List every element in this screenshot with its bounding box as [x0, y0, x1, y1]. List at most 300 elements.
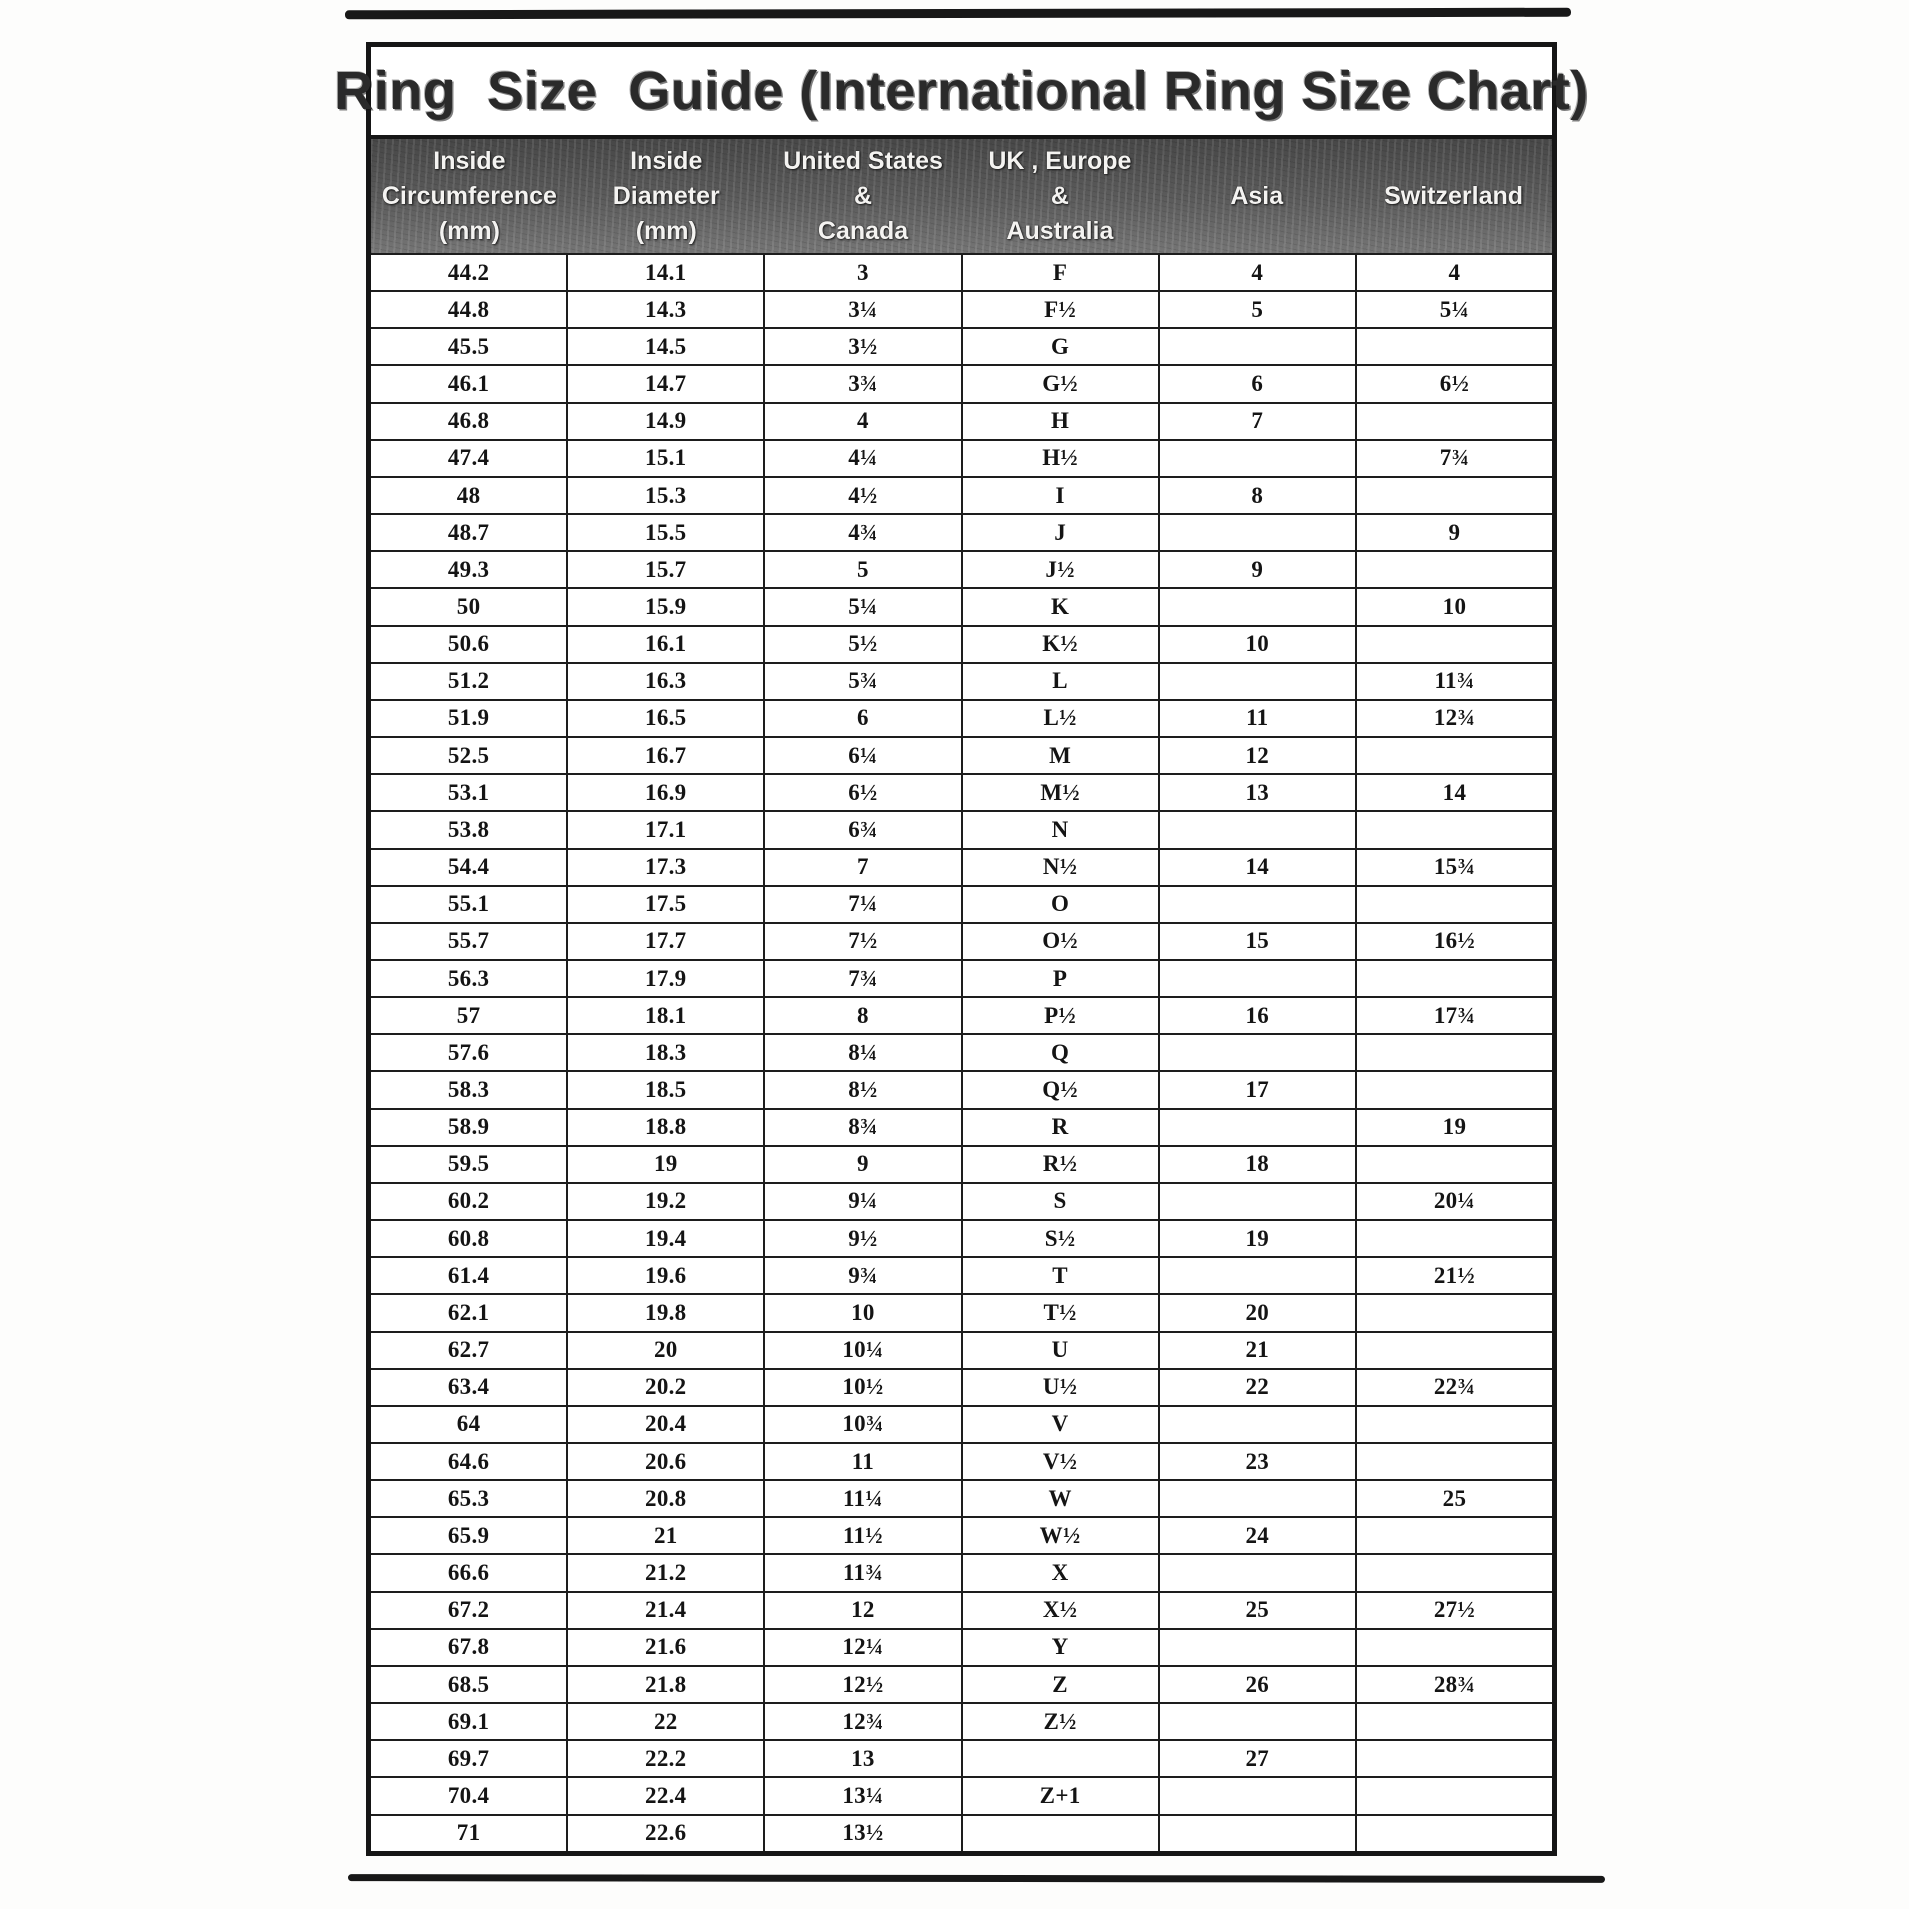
- cell-inside-circumference: 58.9: [371, 1108, 566, 1145]
- cell-us-canada: 6¾: [763, 810, 960, 847]
- cell-uk-europe-australia: H½: [961, 439, 1158, 476]
- cell-us-canada: 7¾: [763, 959, 960, 996]
- cell-us-canada: 10½: [763, 1368, 960, 1405]
- cell-asia: [1158, 1033, 1355, 1070]
- table-row: [371, 1108, 1552, 1145]
- cell-switzerland: [1355, 1739, 1552, 1776]
- cell-asia: [1158, 587, 1355, 624]
- cell-asia: 13: [1158, 773, 1355, 810]
- cell-asia: 26: [1158, 1665, 1355, 1702]
- cell-switzerland: [1355, 1145, 1552, 1182]
- column-header-line: Diameter: [612, 181, 720, 210]
- cell-inside-circumference: 64: [371, 1405, 566, 1442]
- cell-inside-diameter: 22.2: [566, 1739, 763, 1776]
- cell-us-canada: 4: [763, 402, 960, 439]
- cell-inside-circumference: 46.1: [371, 364, 566, 401]
- cell-inside-diameter: 15.5: [566, 513, 763, 550]
- table-row: [371, 550, 1552, 587]
- cell-inside-diameter: 14.1: [566, 253, 763, 290]
- cell-switzerland: [1355, 1219, 1552, 1256]
- cell-inside-diameter: 22.4: [566, 1776, 763, 1813]
- cell-uk-europe-australia: F½: [961, 290, 1158, 327]
- cell-inside-diameter: 14.9: [566, 402, 763, 439]
- cell-inside-circumference: 62.7: [371, 1331, 566, 1368]
- table-row: [371, 1628, 1552, 1665]
- cell-switzerland: [1355, 959, 1552, 996]
- cell-uk-europe-australia: U½: [961, 1368, 1158, 1405]
- cell-us-canada: 3: [763, 253, 960, 290]
- cell-inside-circumference: 58.3: [371, 1070, 566, 1107]
- cell-asia: 23: [1158, 1442, 1355, 1479]
- cell-us-canada: 8: [763, 996, 960, 1033]
- cell-uk-europe-australia: W: [961, 1479, 1158, 1516]
- cell-inside-diameter: 18.3: [566, 1033, 763, 1070]
- cell-switzerland: [1355, 1405, 1552, 1442]
- table-row: [371, 1702, 1552, 1739]
- cell-uk-europe-australia: J: [961, 513, 1158, 550]
- column-header-inside-circumference: [371, 139, 568, 253]
- cell-asia: 10: [1158, 625, 1355, 662]
- cell-inside-circumference: 57.6: [371, 1033, 566, 1070]
- cell-uk-europe-australia: O: [961, 885, 1158, 922]
- cell-asia: 24: [1158, 1516, 1355, 1553]
- cell-switzerland: [1355, 327, 1552, 364]
- table-row: [371, 1665, 1552, 1702]
- cell-inside-circumference: 61.4: [371, 1256, 566, 1293]
- cell-us-canada: 4½: [763, 476, 960, 513]
- column-header-switzerland: [1355, 139, 1552, 253]
- cell-switzerland: 15¾: [1355, 848, 1552, 885]
- ring-size-chart-sheet: [334, 42, 1589, 1856]
- cell-inside-circumference: 60.8: [371, 1219, 566, 1256]
- cell-inside-diameter: 15.3: [566, 476, 763, 513]
- cell-inside-circumference: 48.7: [371, 513, 566, 550]
- cell-inside-circumference: 59.5: [371, 1145, 566, 1182]
- cell-inside-circumference: 65.9: [371, 1516, 566, 1553]
- cell-uk-europe-australia: J½: [961, 550, 1158, 587]
- cell-switzerland: [1355, 476, 1552, 513]
- cell-inside-diameter: 15.9: [566, 587, 763, 624]
- cell-switzerland: [1355, 1776, 1552, 1813]
- title-bar: [334, 47, 1589, 139]
- cell-inside-diameter: 21: [566, 1516, 763, 1553]
- cell-switzerland: [1355, 1070, 1552, 1107]
- cell-uk-europe-australia: U: [961, 1331, 1158, 1368]
- cell-asia: [1158, 1628, 1355, 1665]
- cell-asia: [1158, 1702, 1355, 1739]
- cell-uk-europe-australia: Y: [961, 1628, 1158, 1665]
- cell-us-canada: 10¼: [763, 1331, 960, 1368]
- cell-inside-circumference: 50.6: [371, 625, 566, 662]
- column-header-line: United States: [783, 146, 943, 175]
- cell-asia: [1158, 1776, 1355, 1813]
- cell-inside-circumference: 51.2: [371, 662, 566, 699]
- cell-inside-circumference: 47.4: [371, 439, 566, 476]
- cell-switzerland: [1355, 736, 1552, 773]
- page-title: Ring Size Guide (International Ring Size Chart): [334, 61, 1589, 121]
- cell-inside-circumference: 67.8: [371, 1628, 566, 1665]
- table-row: [371, 1368, 1552, 1405]
- cell-uk-europe-australia: H: [961, 402, 1158, 439]
- cell-asia: 5: [1158, 290, 1355, 327]
- cell-uk-europe-australia: [961, 1739, 1158, 1776]
- table-row: [371, 1516, 1552, 1553]
- cell-switzerland: [1355, 402, 1552, 439]
- cell-inside-circumference: 44.8: [371, 290, 566, 327]
- cell-switzerland: 16½: [1355, 922, 1552, 959]
- column-header-line: Inside: [433, 146, 506, 175]
- cell-inside-circumference: 54.4: [371, 848, 566, 885]
- cell-switzerland: 19: [1355, 1108, 1552, 1145]
- column-header-us-canada: [765, 139, 962, 253]
- cell-uk-europe-australia: L: [961, 662, 1158, 699]
- cell-us-canada: 9½: [763, 1219, 960, 1256]
- cell-switzerland: 7¾: [1355, 439, 1552, 476]
- cell-inside-circumference: 48: [371, 476, 566, 513]
- cell-asia: 22: [1158, 1368, 1355, 1405]
- table-row: [371, 1739, 1552, 1776]
- table-row: [371, 1442, 1552, 1479]
- cell-uk-europe-australia: F: [961, 253, 1158, 290]
- cell-inside-diameter: 15.1: [566, 439, 763, 476]
- cell-us-canada: 11¼: [763, 1479, 960, 1516]
- cell-uk-europe-australia: S: [961, 1182, 1158, 1219]
- column-header-line: Inside: [630, 146, 703, 175]
- cell-inside-circumference: 53.8: [371, 810, 566, 847]
- cell-inside-diameter: 20.6: [566, 1442, 763, 1479]
- column-header-asia: [1158, 139, 1355, 253]
- top-border-line: [345, 8, 1571, 20]
- table-row: [371, 625, 1552, 662]
- cell-us-canada: 13: [763, 1739, 960, 1776]
- cell-asia: 9: [1158, 550, 1355, 587]
- cell-uk-europe-australia: Z: [961, 1665, 1158, 1702]
- cell-inside-circumference: 55.7: [371, 922, 566, 959]
- cell-inside-diameter: 16.1: [566, 625, 763, 662]
- column-header-line: Switzerland: [1384, 181, 1524, 210]
- table-row: [371, 1293, 1552, 1330]
- cell-inside-diameter: 16.7: [566, 736, 763, 773]
- cell-asia: [1158, 513, 1355, 550]
- table-row: [371, 1145, 1552, 1182]
- table-row: [371, 1814, 1552, 1851]
- cell-us-canada: 6½: [763, 773, 960, 810]
- cell-switzerland: 25: [1355, 1479, 1552, 1516]
- cell-switzerland: [1355, 1442, 1552, 1479]
- table-row: [371, 1479, 1552, 1516]
- cell-uk-europe-australia: X½: [961, 1591, 1158, 1628]
- cell-us-canada: 5½: [763, 625, 960, 662]
- cell-inside-diameter: 14.3: [566, 290, 763, 327]
- cell-switzerland: 27½: [1355, 1591, 1552, 1628]
- cell-switzerland: 14: [1355, 773, 1552, 810]
- cell-us-canada: 4¾: [763, 513, 960, 550]
- cell-uk-europe-australia: P½: [961, 996, 1158, 1033]
- cell-asia: 16: [1158, 996, 1355, 1033]
- cell-us-canada: 6¼: [763, 736, 960, 773]
- cell-uk-europe-australia: K½: [961, 625, 1158, 662]
- cell-uk-europe-australia: M½: [961, 773, 1158, 810]
- cell-inside-circumference: 46.8: [371, 402, 566, 439]
- cell-inside-circumference: 71: [371, 1814, 566, 1851]
- cell-us-canada: 5: [763, 550, 960, 587]
- cell-switzerland: [1355, 550, 1552, 587]
- cell-inside-diameter: 18.8: [566, 1108, 763, 1145]
- column-header-line: Asia: [1230, 181, 1284, 210]
- cell-switzerland: [1355, 1516, 1552, 1553]
- cell-inside-diameter: 19: [566, 1145, 763, 1182]
- cell-switzerland: 21½: [1355, 1256, 1552, 1293]
- cell-inside-circumference: 65.3: [371, 1479, 566, 1516]
- table-row: [371, 662, 1552, 699]
- cell-us-canada: 11¾: [763, 1553, 960, 1590]
- table-row: [371, 513, 1552, 550]
- cell-switzerland: [1355, 1293, 1552, 1330]
- table-row: [371, 1331, 1552, 1368]
- cell-inside-diameter: 18.1: [566, 996, 763, 1033]
- cell-us-canada: 9¾: [763, 1256, 960, 1293]
- cell-us-canada: 4¼: [763, 439, 960, 476]
- cell-us-canada: 10¾: [763, 1405, 960, 1442]
- cell-uk-europe-australia: L½: [961, 699, 1158, 736]
- column-header-line: Circumference: [381, 181, 557, 210]
- table-row: [371, 1591, 1552, 1628]
- cell-asia: [1158, 810, 1355, 847]
- cell-inside-circumference: 62.1: [371, 1293, 566, 1330]
- table-row: [371, 736, 1552, 773]
- cell-inside-circumference: 51.9: [371, 699, 566, 736]
- column-header-line: UK , Europe: [988, 146, 1132, 175]
- cell-asia: 14: [1158, 848, 1355, 885]
- cell-switzerland: [1355, 1331, 1552, 1368]
- table-header-row: [371, 139, 1552, 253]
- cell-asia: 25: [1158, 1591, 1355, 1628]
- cell-inside-diameter: 14.5: [566, 327, 763, 364]
- cell-uk-europe-australia: P: [961, 959, 1158, 996]
- cell-uk-europe-australia: V: [961, 1405, 1158, 1442]
- cell-inside-circumference: 70.4: [371, 1776, 566, 1813]
- cell-inside-circumference: 68.5: [371, 1665, 566, 1702]
- cell-switzerland: [1355, 885, 1552, 922]
- cell-inside-circumference: 60.2: [371, 1182, 566, 1219]
- cell-inside-diameter: 16.5: [566, 699, 763, 736]
- cell-us-canada: 12: [763, 1591, 960, 1628]
- table-row: [371, 1219, 1552, 1256]
- table-row: [371, 253, 1552, 290]
- table-row: [371, 327, 1552, 364]
- cell-inside-diameter: 17.9: [566, 959, 763, 996]
- cell-switzerland: 22¾: [1355, 1368, 1552, 1405]
- cell-asia: [1158, 327, 1355, 364]
- cell-uk-europe-australia: Z+1: [961, 1776, 1158, 1813]
- cell-inside-circumference: 50: [371, 587, 566, 624]
- table-row: [371, 773, 1552, 810]
- cell-us-canada: 3¼: [763, 290, 960, 327]
- table-row: [371, 922, 1552, 959]
- cell-uk-europe-australia: T: [961, 1256, 1158, 1293]
- cell-us-canada: 11½: [763, 1516, 960, 1553]
- table-row: [371, 587, 1552, 624]
- column-header-line: Australia: [1006, 216, 1114, 245]
- cell-switzerland: [1355, 1553, 1552, 1590]
- bottom-border-line: [348, 1874, 1605, 1883]
- table-row: [371, 996, 1552, 1033]
- cell-inside-diameter: 20: [566, 1331, 763, 1368]
- cell-inside-diameter: 20.4: [566, 1405, 763, 1442]
- table-row: [371, 1070, 1552, 1107]
- cell-switzerland: 11¾: [1355, 662, 1552, 699]
- cell-inside-circumference: 69.1: [371, 1702, 566, 1739]
- cell-asia: 4: [1158, 253, 1355, 290]
- cell-inside-diameter: 20.8: [566, 1479, 763, 1516]
- cell-inside-diameter: 19.2: [566, 1182, 763, 1219]
- cell-asia: 7: [1158, 402, 1355, 439]
- table-row: [371, 1776, 1552, 1813]
- cell-us-canada: 5¾: [763, 662, 960, 699]
- cell-uk-europe-australia: K: [961, 587, 1158, 624]
- cell-inside-circumference: 49.3: [371, 550, 566, 587]
- cell-asia: [1158, 1256, 1355, 1293]
- cell-inside-diameter: 17.7: [566, 922, 763, 959]
- table-row: [371, 1256, 1552, 1293]
- cell-switzerland: [1355, 1814, 1552, 1851]
- cell-asia: 6: [1158, 364, 1355, 401]
- cell-switzerland: [1355, 810, 1552, 847]
- cell-us-canada: 7½: [763, 922, 960, 959]
- cell-inside-circumference: 53.1: [371, 773, 566, 810]
- table-row: [371, 959, 1552, 996]
- cell-inside-diameter: 17.3: [566, 848, 763, 885]
- column-header-inside-diameter: [568, 139, 765, 253]
- cell-us-canada: 7: [763, 848, 960, 885]
- cell-inside-circumference: 66.6: [371, 1553, 566, 1590]
- table-row: [371, 1033, 1552, 1070]
- cell-uk-europe-australia: R½: [961, 1145, 1158, 1182]
- cell-asia: [1158, 662, 1355, 699]
- cell-switzerland: 17¾: [1355, 996, 1552, 1033]
- cell-us-canada: 8¾: [763, 1108, 960, 1145]
- cell-asia: [1158, 439, 1355, 476]
- cell-uk-europe-australia: N½: [961, 848, 1158, 885]
- cell-switzerland: [1355, 1628, 1552, 1665]
- cell-us-canada: 6: [763, 699, 960, 736]
- cell-us-canada: 12¾: [763, 1702, 960, 1739]
- cell-us-canada: 5¼: [763, 587, 960, 624]
- cell-asia: 11: [1158, 699, 1355, 736]
- table-row: [371, 1553, 1552, 1590]
- cell-inside-diameter: 20.2: [566, 1368, 763, 1405]
- cell-us-canada: 12¼: [763, 1628, 960, 1665]
- cell-asia: 27: [1158, 1739, 1355, 1776]
- cell-uk-europe-australia: Q: [961, 1033, 1158, 1070]
- cell-uk-europe-australia: S½: [961, 1219, 1158, 1256]
- cell-asia: 12: [1158, 736, 1355, 773]
- cell-uk-europe-australia: G: [961, 327, 1158, 364]
- cell-switzerland: 6½: [1355, 364, 1552, 401]
- cell-uk-europe-australia: I: [961, 476, 1158, 513]
- cell-inside-diameter: 21.2: [566, 1553, 763, 1590]
- cell-us-canada: 8¼: [763, 1033, 960, 1070]
- cell-uk-europe-australia: R: [961, 1108, 1158, 1145]
- cell-inside-diameter: 17.1: [566, 810, 763, 847]
- table-row: [371, 364, 1552, 401]
- cell-inside-circumference: 45.5: [371, 327, 566, 364]
- cell-switzerland: [1355, 1702, 1552, 1739]
- cell-us-canada: 12½: [763, 1665, 960, 1702]
- cell-asia: 21: [1158, 1331, 1355, 1368]
- cell-uk-europe-australia: M: [961, 736, 1158, 773]
- cell-switzerland: 12¾: [1355, 699, 1552, 736]
- cell-inside-circumference: 52.5: [371, 736, 566, 773]
- cell-inside-diameter: 21.6: [566, 1628, 763, 1665]
- table-row: [371, 402, 1552, 439]
- cell-us-canada: 13½: [763, 1814, 960, 1851]
- cell-asia: 20: [1158, 1293, 1355, 1330]
- column-header-line: &: [1050, 181, 1069, 210]
- cell-asia: [1158, 1108, 1355, 1145]
- cell-inside-diameter: 22.6: [566, 1814, 763, 1851]
- table-row: [371, 1182, 1552, 1219]
- cell-asia: [1158, 1182, 1355, 1219]
- cell-asia: [1158, 1814, 1355, 1851]
- cell-uk-europe-australia: W½: [961, 1516, 1158, 1553]
- column-header-line: (mm): [635, 216, 697, 245]
- cell-uk-europe-australia: Z½: [961, 1702, 1158, 1739]
- cell-asia: [1158, 959, 1355, 996]
- cell-uk-europe-australia: T½: [961, 1293, 1158, 1330]
- cell-switzerland: 4: [1355, 253, 1552, 290]
- cell-uk-europe-australia: V½: [961, 1442, 1158, 1479]
- table-row: [371, 885, 1552, 922]
- cell-inside-circumference: 69.7: [371, 1739, 566, 1776]
- cell-us-canada: 11: [763, 1442, 960, 1479]
- cell-asia: [1158, 1405, 1355, 1442]
- cell-switzerland: 9: [1355, 513, 1552, 550]
- column-header-uk-europe-australia: [961, 139, 1158, 253]
- cell-switzerland: 28¾: [1355, 1665, 1552, 1702]
- cell-switzerland: 10: [1355, 587, 1552, 624]
- cell-uk-europe-australia: N: [961, 810, 1158, 847]
- cell-inside-diameter: 21.4: [566, 1591, 763, 1628]
- cell-uk-europe-australia: G½: [961, 364, 1158, 401]
- cell-switzerland: [1355, 625, 1552, 662]
- cell-us-canada: 3½: [763, 327, 960, 364]
- cell-uk-europe-australia: X: [961, 1553, 1158, 1590]
- cell-asia: 18: [1158, 1145, 1355, 1182]
- cell-inside-diameter: 18.5: [566, 1070, 763, 1107]
- cell-uk-europe-australia: [961, 1814, 1158, 1851]
- cell-inside-circumference: 67.2: [371, 1591, 566, 1628]
- cell-switzerland: [1355, 1033, 1552, 1070]
- cell-inside-circumference: 44.2: [371, 253, 566, 290]
- cell-switzerland: 20¼: [1355, 1182, 1552, 1219]
- cell-us-canada: 7¼: [763, 885, 960, 922]
- cell-switzerland: 5¼: [1355, 290, 1552, 327]
- cell-inside-diameter: 19.4: [566, 1219, 763, 1256]
- table-row: [371, 848, 1552, 885]
- table-row: [371, 1405, 1552, 1442]
- cell-inside-circumference: 63.4: [371, 1368, 566, 1405]
- cell-inside-circumference: 57: [371, 996, 566, 1033]
- cell-uk-europe-australia: Q½: [961, 1070, 1158, 1107]
- cell-asia: 8: [1158, 476, 1355, 513]
- table-row: [371, 290, 1552, 327]
- cell-inside-diameter: 16.3: [566, 662, 763, 699]
- cell-asia: 19: [1158, 1219, 1355, 1256]
- table-row: [371, 476, 1552, 513]
- table-row: [371, 810, 1552, 847]
- cell-asia: 17: [1158, 1070, 1355, 1107]
